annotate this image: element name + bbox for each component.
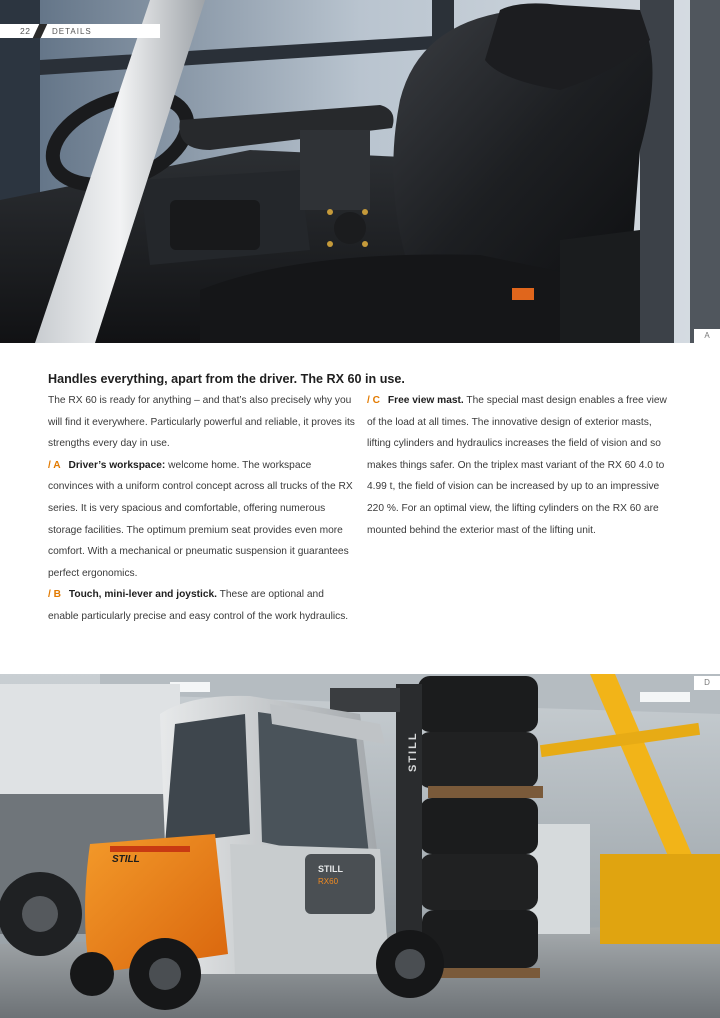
intro-paragraph: The RX 60 is ready for anything – and that’s also precisely why you will find it everywhere. Particularly powerful and reliable, it proves its strengths every day in use. <box>48 395 355 450</box>
section-a-marker: / A <box>48 459 61 471</box>
section-b <box>48 584 356 627</box>
section-c <box>367 390 675 541</box>
photo-driver-workspace <box>0 0 720 343</box>
article-headline: Handles everything, apart from the driver. The RX 60 in use. <box>48 372 405 386</box>
section-c-text: The special mast design enables a free view of the load at all times. The innovative design of exterior masts, lifting cylinders and hydraulics increases the field of vision and so makes things safer. On the triplex mast variant of the RX 60 4.0 to 4.99 t, the field of vision can be increased by up to an impressive 220 %. For an optimal view, the lifting cylinders on the RX 60 are mounted behind the exterior mast of the lifting unit. <box>367 395 667 536</box>
rear-brand-label: STILL <box>112 854 140 865</box>
side-brand-label: STILL <box>318 864 343 874</box>
page-number: 22 <box>20 26 31 36</box>
section-a <box>48 455 356 585</box>
section-a-text: welcome home. The workspace convinces with a uniform control concept across all trucks of the RX series. It is very spacious and comfortable, offering numerous storage facilities. The optimum premium seat provides even more comfort. With a mechanical or pneumatic suspension it guarantees perfect ergonomics. <box>48 459 353 579</box>
section-b-marker: / B <box>48 589 62 601</box>
section-label: DETAILS <box>52 26 92 36</box>
forklift-illustration <box>0 674 720 1018</box>
tyre-stack <box>418 676 543 978</box>
photo-badge-d: D <box>694 676 720 690</box>
section-b-title: Touch, mini-lever and joystick. <box>68 589 218 601</box>
page-header <box>0 24 160 38</box>
side-model-label: RX60 <box>318 877 339 886</box>
section-c-title: Free view mast. <box>387 395 464 406</box>
article-column-right <box>367 390 675 541</box>
mast-brand-label: STILL <box>407 731 419 772</box>
driver-seat-illustration <box>0 0 720 343</box>
section-b-text: These are optional and enable particularly precise and easy control of the work hydraulics. <box>48 589 349 622</box>
photo-badge-a: A <box>694 329 720 343</box>
section-c-marker: / C <box>367 395 381 406</box>
article-column-left <box>48 390 356 628</box>
photo-forklift-tyres <box>0 674 720 1018</box>
section-a-title: Driver’s workspace: <box>68 459 166 471</box>
